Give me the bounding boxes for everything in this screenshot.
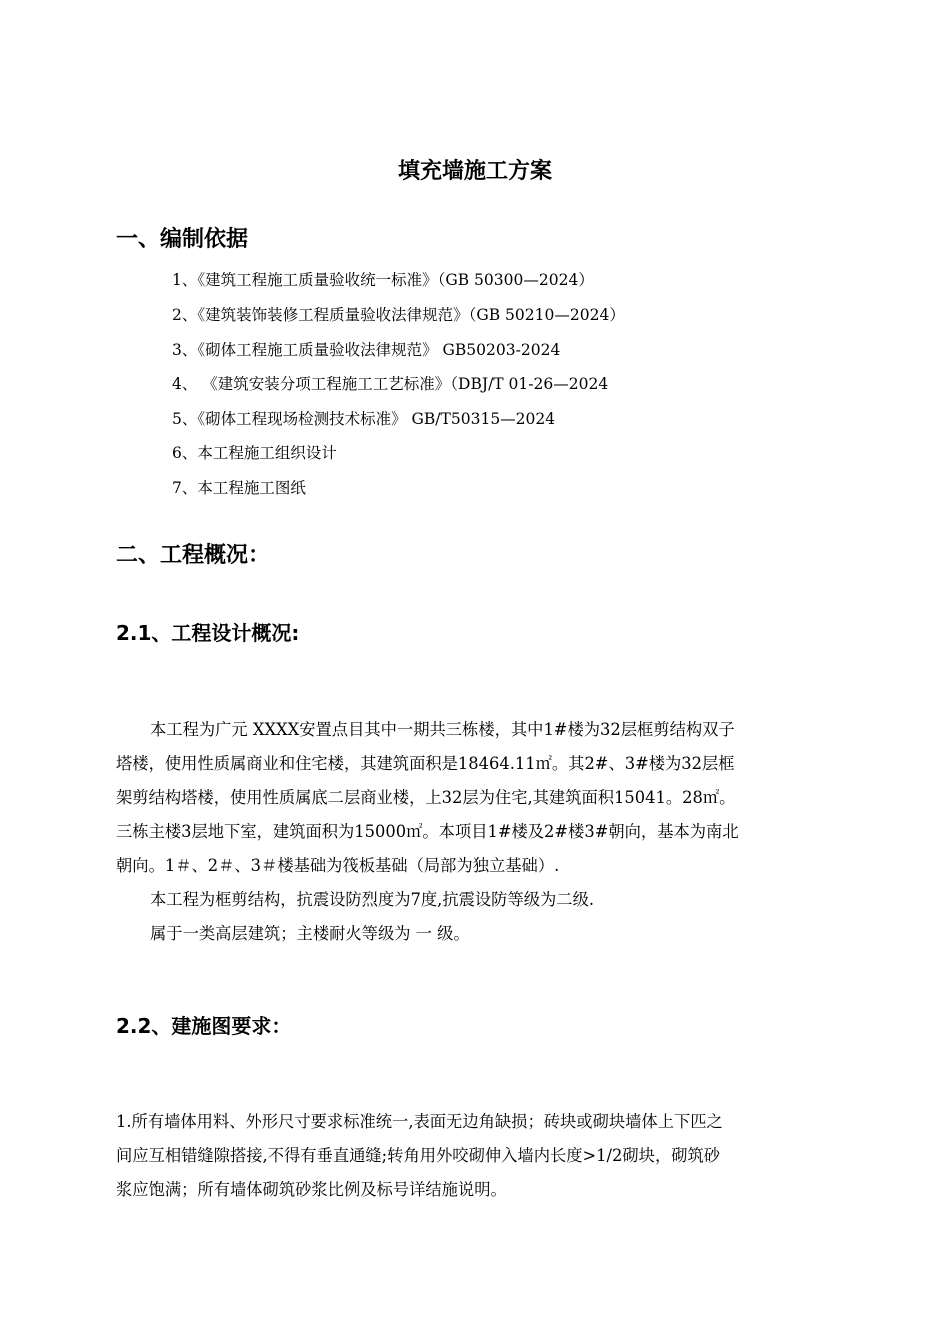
subsection-heading-requirements: 2.2、建施图要求： (116, 1014, 292, 1038)
paragraph-line: 朝向。1＃、2＃、3＃楼基础为筏板基础（局部为独立基础）. (116, 856, 560, 875)
reference-item: 7、本工程施工图纸 (172, 479, 306, 497)
paragraph-line: 1.所有墙体用料、外形尺寸要求标准统一,表面无边角缺损；砖块或砌块墙体上下匹之 (116, 1112, 723, 1131)
paragraph-line: 本工程为广元 XXXX安置点目其中一期共三栋楼，其中1#楼为32层框剪结构双子 (150, 720, 735, 739)
paragraph-line: 三栋主楼3层地下室，建筑面积为15000㎡。本项目1#楼及2#楼3#朝向，基本为南北 (116, 822, 739, 841)
paragraph-line: 架剪结构塔楼，使用性质属底二层商业楼，上32层为住宅,其建筑面积15041。28㎡。 (116, 788, 736, 807)
requirements-paragraph (116, 1105, 838, 1207)
reference-item: 6、本工程施工组织设计 (172, 444, 337, 462)
reference-item: 5、《砌体工程现场检测技术标准》 GB/T50315—2024 (172, 410, 556, 428)
structure-paragraph: 本工程为框剪结构，抗震设防烈度为7度,抗震设防等级为二级. (150, 890, 595, 909)
subsection-heading-design: 2.1、工程设计概况: (116, 621, 300, 645)
reference-item: 4、 《建筑安装分项工程施工工艺标准》（DBJ/T 01-26—2024 (172, 375, 609, 393)
fire-rating-paragraph: 属于一类高层建筑；主楼耐火等级为 一 级。 (150, 924, 470, 943)
paragraph-line: 浆应饱满；所有墙体砌筑砂浆比例及标号详结施说明。 (116, 1180, 507, 1199)
reference-item: 2、《建筑装饰装修工程质量验收法律规范》（GB 50210—2024） (172, 306, 625, 324)
section-heading-overview: 二、工程概况： (116, 543, 271, 568)
section-heading-basis: 一、编制依据 (116, 227, 249, 252)
document-title: 填充墙施工方案 (397, 159, 552, 184)
reference-item: 1、《建筑工程施工质量验收统一标准》（GB 50300—2024） (172, 271, 594, 289)
paragraph-line: 间应互相错缝隙搭接,不得有垂直通缝;转角用外咬砌伸入墙内长度>1/2砌块，砌筑砂 (116, 1146, 721, 1165)
overview-paragraph (116, 713, 838, 951)
reference-item: 3、《砌体工程施工质量验收法律规范》 GB50203-2024 (172, 341, 561, 359)
paragraph-line: 塔楼，使用性质属商业和住宅楼，其建筑面积是18464.11㎡。其2#、3#楼为32层框 (116, 754, 735, 773)
